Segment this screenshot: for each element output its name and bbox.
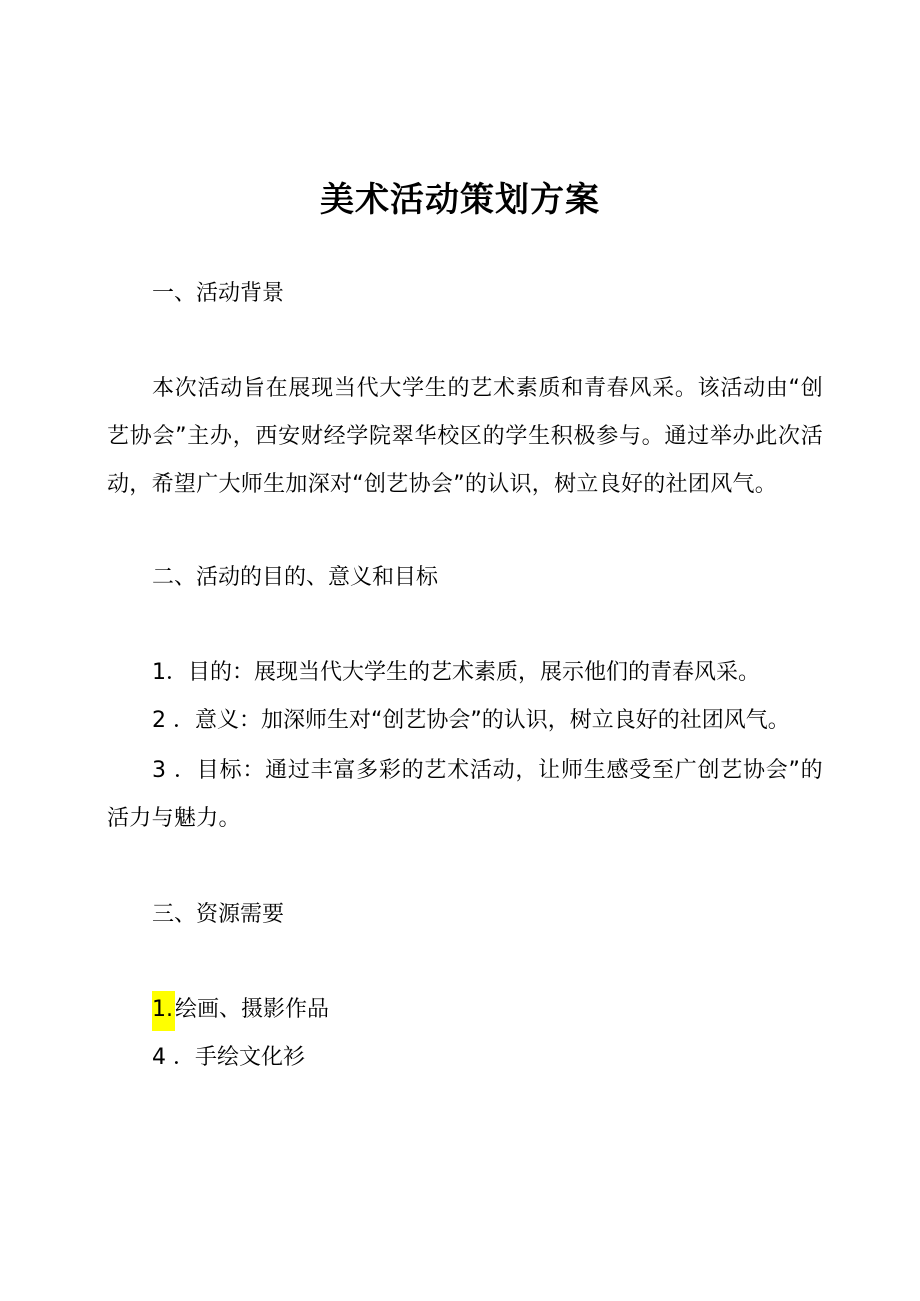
goal-item-meaning: 2 ．意义：加深师生对“创艺协会”的认识，树立良好的社团风气。 [152,708,790,733]
section-heading-goals: 二、活动的目的、意义和目标 [152,565,439,590]
resource-item-label: 手绘文化衫 [195,1045,306,1070]
list-marker: 4 ． [152,1045,195,1070]
document-title: 美术活动策划方案 [320,180,600,220]
resource-item-tshirts [152,1043,305,1073]
resource-item-label: 绘画、摄影作品 [175,997,330,1022]
section-heading-background: 一、活动背景 [152,281,285,306]
section-heading-resources: 三、资源需要 [152,902,285,927]
goal-item-target: 3 ．目标：通过丰富多彩的艺术活动，让师生感受至广创艺协会”的活力与魅力。 [107,758,823,831]
resource-item-artworks [152,995,329,1031]
goal-item-purpose: 1．目的：展现当代大学生的艺术素质，展示他们的青春风采。 [152,660,760,685]
background-paragraph: 本次活动旨在展现当代大学生的艺术素质和青春风采。该活动由“创艺协会”主办，西安财经学院翠华校区的学生积极参与。通过举办此次活动，希望广大师生加深对“创艺协会”的认识，树立良好的社团风气。 [107,376,823,497]
highlighted-list-marker: 1. [152,991,175,1031]
